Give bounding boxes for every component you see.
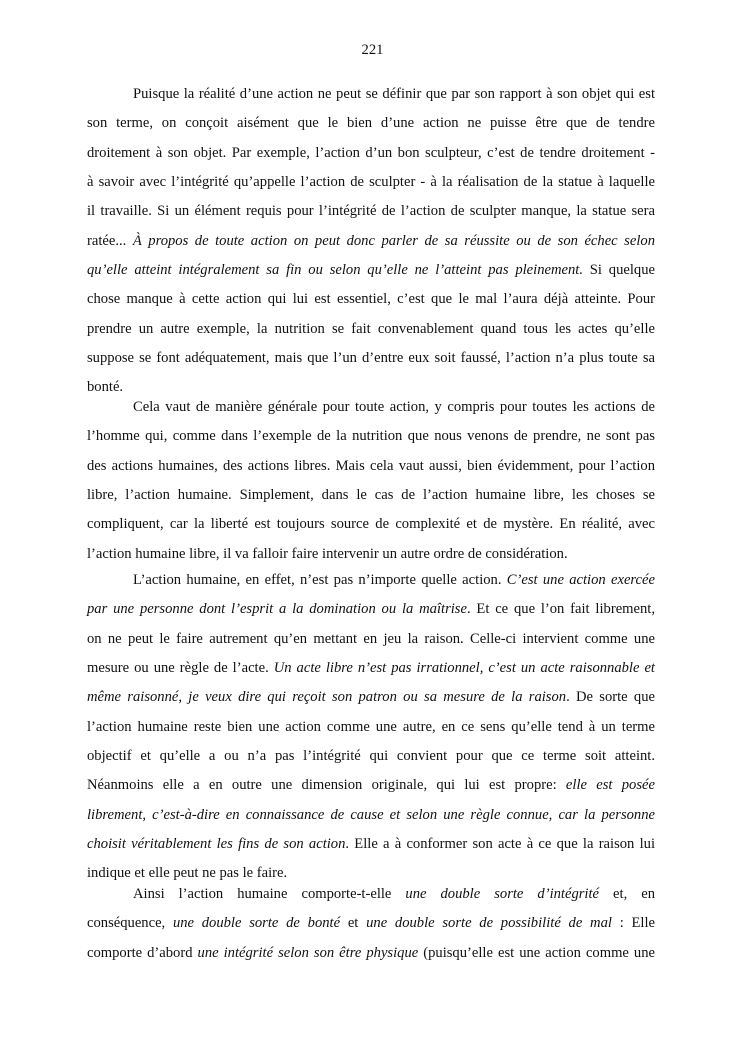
text-run: son terme, on conçoit aisément que le bien d’une action ne puisse être que de tendre	[87, 115, 655, 132]
text-run: compliquent, car la liberté est toujours source de complexité et de mystère. En réalité, avec	[87, 516, 655, 533]
text-line	[87, 139, 655, 168]
text-line	[87, 285, 655, 314]
text-line	[87, 510, 655, 539]
italic-text: elle est posée	[565, 777, 655, 794]
text-run: droitement à son objet. Par exemple, l’action d’un bon sculpteur, c’est de tendre droitement -	[87, 144, 655, 161]
text-run: on ne peut le faire autrement qu’en mettant en jeu la raison. Celle-ci intervient comme une	[87, 630, 655, 647]
text-run: indique et elle peut ne pas le faire.	[87, 865, 288, 882]
italic-text: une double sorte d’intégrité	[405, 886, 600, 902]
text-line	[87, 801, 655, 830]
text-run: . Elle a à conformer son acte à ce que la raison lui	[345, 836, 655, 853]
text-line	[87, 393, 655, 422]
text-run: Puisque la réalité d’une action ne peut se définir que par son rapport à son objet qui est	[133, 86, 655, 102]
page-number: 221	[361, 42, 384, 58]
italic-text: une intégrité selon son être physique	[197, 944, 419, 961]
italic-text: C’est une action exercée	[506, 572, 655, 588]
text-run: Si quelque	[583, 262, 655, 279]
italic-text: Un acte libre n’est pas irrationnel, c’est un acte raisonnable et	[273, 660, 655, 677]
text-run: chose manque à cette action qui lui est essentiel, c’est que le mal l’aura déjà atteinte. Pour	[87, 291, 655, 308]
italic-text: qu’elle atteint intégralement sa fin ou selon qu’elle ne l’atteint pas pleinement.	[87, 262, 583, 279]
text-line	[87, 909, 655, 938]
italic-text: par une personne dont l’esprit a la domination ou la maîtrise	[87, 601, 467, 618]
paragraph-3	[87, 566, 655, 889]
italic-text: même raisonné, je veux dire qui reçoit son patron ou sa mesure de la raison	[87, 689, 567, 706]
text-line	[87, 939, 655, 968]
text-line	[87, 197, 655, 226]
text-run: comporte d’abord	[87, 944, 198, 961]
text-line	[87, 595, 655, 624]
italic-text: À propos de toute action on peut donc parler de sa réussite ou de son échec selon	[132, 232, 655, 249]
text-run: objectif et qu’elle a ou n’a pas l’intégrité qui convient pour que ce terme soit atteint.	[87, 748, 655, 765]
italic-text: librement, c’est-à-dire en connaissance de cause et selon une règle connue, car la personne	[87, 806, 655, 823]
text-line	[87, 566, 655, 595]
text-line	[87, 168, 655, 197]
text-run: : Elle	[611, 915, 655, 932]
text-line	[87, 109, 655, 138]
paragraph-4	[87, 880, 655, 968]
text-line	[87, 80, 655, 109]
text-run: ratée...	[87, 232, 133, 249]
text-run: prendre un autre exemple, la nutrition se fait convenablement quand tous les actes qu’elle	[87, 320, 655, 337]
text-run: à savoir avec l’intégrité qu’appelle l’action de sculpter - à la réalisation de la statue à laquelle	[87, 174, 655, 191]
text-run: libre, l’action humaine. Simplement, dans le cas de l’action humaine libre, les choses se	[87, 487, 655, 504]
text-line	[87, 227, 655, 256]
text-line	[87, 256, 655, 285]
text-run: mesure ou une règle de l’acte.	[87, 660, 274, 677]
paragraph-2	[87, 393, 655, 569]
text-line	[87, 540, 655, 569]
text-line	[87, 452, 655, 481]
text-run: bonté.	[87, 379, 124, 396]
text-line	[87, 713, 655, 742]
text-line	[87, 880, 655, 909]
text-line	[87, 481, 655, 510]
text-run: Ainsi l’action humaine comporte-t-elle	[133, 886, 406, 902]
italic-text: choisit véritablement les fins de son action	[87, 836, 346, 853]
text-run: et	[340, 915, 367, 932]
text-run: Néanmoins elle a en outre une dimension originale, qui lui est propre:	[87, 777, 566, 794]
text-line	[87, 344, 655, 373]
text-line	[87, 654, 655, 683]
text-run: l’action humaine reste bien une action comme une autre, en ce sens qu’elle tend à un terme	[87, 718, 655, 735]
text-run: L’action humaine, en effet, n’est pas n’importe quelle action.	[133, 572, 507, 588]
text-line	[87, 315, 655, 344]
text-run: l’homme qui, comme dans l’exemple de la nutrition que nous venons de prendre, ne sont pas	[87, 428, 655, 445]
text-run: il travaille. Si un élément requis pour l’intégrité de l’action de sculpter manque, la statue sera	[87, 203, 655, 220]
text-run: . De sorte que	[566, 689, 655, 706]
text-run: conséquence,	[87, 915, 173, 932]
text-run: . Et ce que l’on fait librement,	[466, 601, 655, 618]
text-line	[87, 742, 655, 771]
text-line	[87, 830, 655, 859]
text-line	[87, 683, 655, 712]
text-run: des actions humaines, des actions libres. Mais cela vaut aussi, bien évidemment, pour l’action	[87, 457, 655, 474]
text-run: Cela vaut de manière générale pour toute action, y compris pour toutes les actions de	[133, 399, 655, 415]
text-run: suppose se font adéquatement, mais que l’un d’entre eux soit faussé, l’action n’a plus toute sa	[87, 350, 655, 367]
paragraph-1	[87, 80, 655, 403]
text-run: l’action humaine libre, il va falloir faire intervenir un autre ordre de considération.	[87, 545, 568, 562]
text-line	[87, 422, 655, 451]
italic-text: une double sorte de bonté	[172, 915, 341, 932]
text-line	[87, 625, 655, 654]
text-run: et, en	[599, 886, 655, 902]
text-line	[87, 771, 655, 800]
text-run: (puisqu’elle est une action comme une	[418, 944, 655, 961]
italic-text: une double sorte de possibilité de mal	[366, 915, 612, 932]
